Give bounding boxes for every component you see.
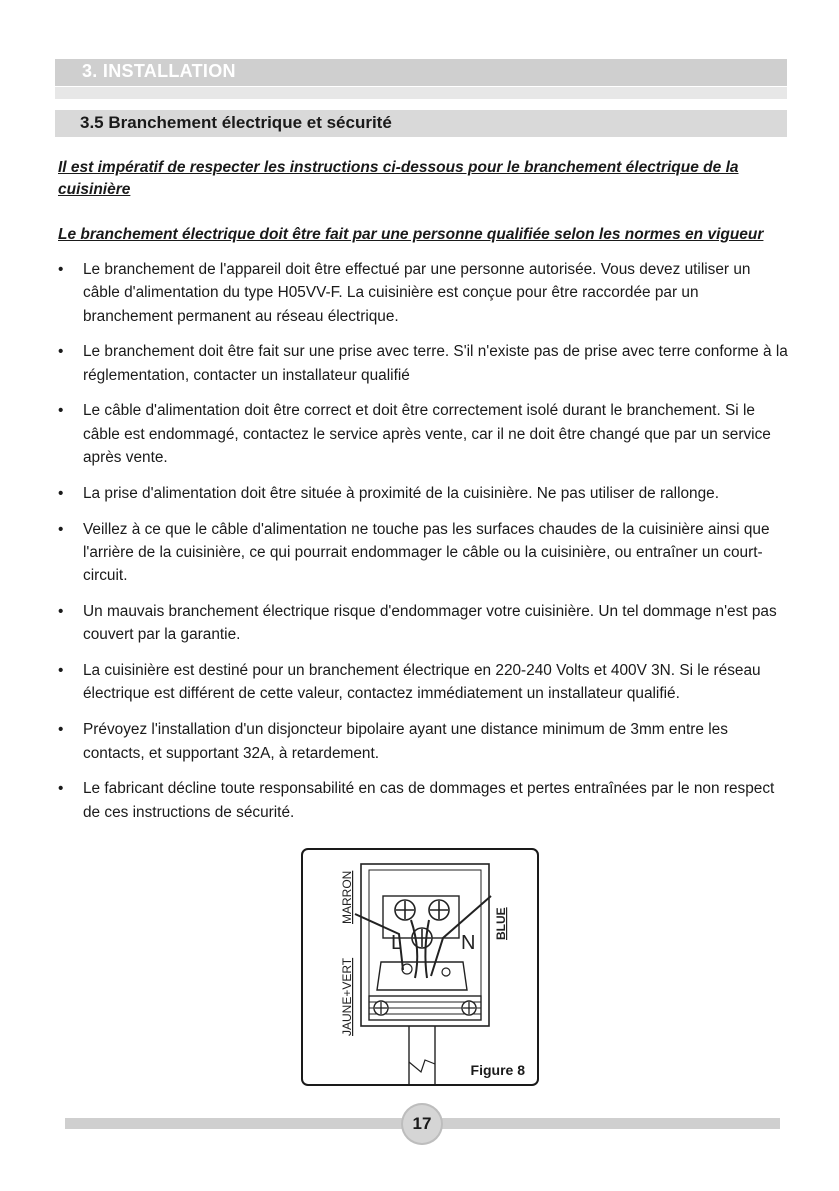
- bullet: •: [58, 261, 64, 278]
- figure-caption: Figure 8: [470, 1062, 525, 1078]
- warning-text-2: Le branchement électrique doit être fait par une personne qualifiée selon les normes en vigueur: [58, 226, 764, 243]
- bullet: •: [58, 343, 64, 361]
- bullet: •: [58, 484, 64, 502]
- section-header-bar: [55, 59, 787, 86]
- label-blue: BLUE: [494, 907, 508, 940]
- list-item-text: Le fabricant décline toute responsabilité en cas de dommages et pertes entraînées par le non respect de ces instructions de sécurité.: [83, 780, 775, 821]
- label-n: N: [461, 932, 476, 954]
- list-item-text: Le branchement doit être fait sur une prise avec terre. S'il n'existe pas de prise avec terre conforme à la réglementation, contacter un installateur qualifié: [83, 343, 788, 384]
- subsection-title: 3.5 Branchement électrique et sécurité: [80, 113, 392, 132]
- list-item-text: La cuisinière est destiné pour un branchement électrique en 220-240 Volts et 400V 3N. Si le réseau électrique est différent de cette valeur, contactez immédiatement un installateur qualifié.: [83, 662, 761, 703]
- label-marron: MARRON: [340, 870, 354, 924]
- bullet: •: [58, 402, 64, 420]
- list-item-text: Le branchement de l'appareil doit être effectué par une personne autorisée. Vous devez utiliser un câble d'alimentation du type H05VV-F. La cuisinière est conçue pour être raccordée par un branchement permanent au réseau électrique.: [83, 261, 751, 325]
- label-jaune-vert: JAUNE+VERT: [340, 957, 354, 1036]
- subsection-header-bar: [55, 110, 787, 137]
- list-item: [58, 518, 790, 588]
- page-number-badge: 17: [401, 1103, 443, 1145]
- list-item-text: Le câble d'alimentation doit être correct et doit être correctement isolé durant le branchement. Si le câble est endommagé, contactez le service après vente, car il ne doit être changé que par un service après vente.: [83, 402, 771, 467]
- list-item: [58, 777, 790, 824]
- list-item: [58, 399, 790, 469]
- list-item: [58, 659, 790, 706]
- list-item-text: Veillez à ce que le câble d'alimentation ne touche pas les surfaces chaudes de la cuisinière ainsi que l'arrière de la cuisinière, ce qui pourrait endommager le câble ou la cuisinière, ou entraîner un court-circuit.: [83, 520, 770, 585]
- list-item-text: La prise d'alimentation doit être située à proximité de la cuisinière. Ne pas utiliser de rallonge.: [83, 484, 720, 502]
- wiring-figure: [301, 848, 539, 1086]
- bullet: •: [58, 662, 64, 680]
- section-title: 3. INSTALLATION: [82, 61, 236, 81]
- list-item: [58, 482, 790, 505]
- list-item-text: Un mauvais branchement électrique risque d'endommager votre cuisinière. Un tel dommage n'est pas couvert par la garantie.: [83, 603, 777, 644]
- list-item-text: Prévoyez l'installation d'un disjoncteur bipolaire ayant une distance minimum de 3mm entre les contacts, et supportant 32A, à retardement.: [83, 721, 728, 762]
- list-item: [58, 258, 790, 328]
- warning-text-1: Il est impératif de respecter les instructions ci-dessous pour le branchement électrique de la cuisinière: [58, 159, 739, 198]
- section-divider: [55, 87, 787, 99]
- instruction-list: [58, 258, 790, 836]
- bullet: •: [58, 721, 64, 739]
- bullet: •: [58, 603, 64, 621]
- label-l: L: [391, 932, 403, 954]
- list-item: [58, 340, 790, 387]
- list-item: [58, 600, 790, 647]
- terminal-block-diagram: [303, 850, 537, 1084]
- bullet: •: [58, 780, 64, 798]
- list-item: [58, 718, 790, 765]
- bullet: •: [58, 520, 64, 538]
